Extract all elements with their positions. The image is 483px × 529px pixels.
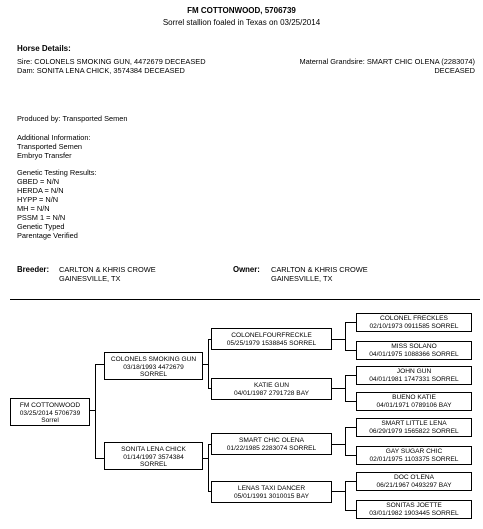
pedigree-great-grandparent (356, 472, 472, 491)
genetic-result: HERDA = N/N (17, 186, 64, 195)
section-divider (10, 299, 480, 300)
horse-info: 04/01/1987 2791728 BAY (233, 389, 310, 397)
genetic-result: GBED = N/N (17, 177, 60, 186)
horse-info: 03/01/1982 1903445 SORREL (369, 509, 459, 517)
horse-info: 05/25/1979 1538845 SORREL (226, 339, 317, 347)
pedigree-dam-dam (211, 481, 332, 503)
horse-info: 06/29/1979 1565822 SORREL (369, 427, 459, 435)
owner-city: GAINESVILLE, TX (271, 274, 333, 283)
pedigree-sire-dam (211, 378, 332, 400)
pedigree-subject (10, 398, 90, 426)
pedigree-dam-sire (211, 433, 332, 455)
owner-label: Owner: (233, 265, 260, 274)
horse-name: SMART CHIC OLENA (239, 437, 304, 444)
horse-name: LENAS TAXI DANCER (237, 485, 306, 492)
horse-info: 01/22/1985 2283074 SORREL (226, 444, 317, 452)
sire-line: Sire: COLONELS SMOKING GUN, 4472679 DECEASED (17, 57, 206, 66)
additional-info-heading: Additional Information: (17, 133, 91, 142)
horse-info: 04/01/1971 0789106 BAY (376, 401, 452, 409)
genetic-result: Genetic Typed (17, 222, 65, 231)
maternal-grandsire-status: DECEASED (434, 66, 475, 75)
horse-name: SMART LITTLE LENA (381, 420, 447, 427)
horse-name: BUENO KATIE (392, 394, 436, 401)
horse-info: 06/21/1967 0493297 BAY (376, 481, 452, 489)
additional-info-item: Embryo Transfer (17, 151, 72, 160)
pedigree-great-grandparent (356, 341, 472, 360)
pedigree-sire (104, 352, 203, 380)
genetic-result: MH = N/N (17, 204, 50, 213)
dam-line: Dam: SONITA LENA CHICK, 3574384 DECEASED (17, 66, 185, 75)
horse-name: JOHN GUN (396, 368, 432, 375)
horse-name: COLONEL FRECKLES (380, 315, 448, 322)
horse-name: SONITAS JOETTE (386, 502, 442, 509)
genetic-testing-heading: Genetic Testing Results: (17, 168, 97, 177)
horse-color: SORREL (139, 371, 168, 379)
horse-details-heading: Horse Details: (17, 44, 71, 53)
horse-info: 03/18/1993 4472679 (123, 363, 184, 371)
pedigree-great-grandparent (356, 418, 472, 437)
horse-info: 05/01/1991 3010015 BAY (233, 492, 310, 500)
horse-info: 02/01/1975 1103375 SORREL (369, 455, 459, 463)
pedigree-great-grandparent (356, 366, 472, 385)
horse-name: FM COTTONWOOD (19, 402, 81, 409)
horse-info: 04/01/1975 1088366 SORREL (369, 350, 459, 358)
pedigree-sire-sire (211, 328, 332, 350)
pedigree-great-grandparent (356, 500, 472, 519)
horse-name: SONITA LENA CHICK (121, 446, 186, 453)
horse-color: SORREL (139, 461, 168, 469)
horse-name: COLONELS SMOKING GUN (110, 356, 197, 363)
breeder-city: GAINESVILLE, TX (59, 274, 121, 283)
breeder-label: Breeder: (17, 265, 50, 274)
pedigree-great-grandparent (356, 313, 472, 332)
page-title: FM COTTONWOOD, 5706739 (187, 6, 296, 15)
horse-info: 04/01/1981 1747331 SORREL (369, 375, 459, 383)
horse-name: COLONELFOURFRECKLE (231, 332, 312, 339)
horse-name: MISS SOLANO (391, 343, 437, 350)
additional-info-item: Transported Semen (17, 142, 83, 151)
horse-info: 02/10/1973 0911585 SORREL (369, 322, 459, 330)
maternal-grandsire-line: Maternal Grandsire: SMART CHIC OLENA (2283074) (299, 57, 475, 66)
page-subtitle: Sorrel stallion foaled in Texas on 03/25/2014 (162, 18, 321, 27)
horse-name: DOC O'LENA (393, 474, 435, 481)
horse-info: 01/14/1997 3574384 (123, 453, 184, 461)
owner-name: CARLTON & KHRIS CROWE (271, 265, 368, 274)
pedigree-great-grandparent (356, 446, 472, 465)
produced-by: Produced by: Transported Semen (17, 114, 128, 123)
genetic-result: Parentage Verified (17, 231, 78, 240)
breeder-name: CARLTON & KHRIS CROWE (59, 265, 156, 274)
genetic-result: PSSM 1 = N/N (17, 213, 66, 222)
pedigree-great-grandparent (356, 392, 472, 411)
horse-color: Sorrel (41, 417, 59, 425)
horse-name: KATIE GUN (253, 382, 290, 389)
horse-info: 03/25/2014 5706739 (19, 409, 81, 417)
horse-name: GAY SUGAR CHIC (385, 448, 443, 455)
pedigree-dam (104, 442, 203, 470)
genetic-result: HYPP = N/N (17, 195, 59, 204)
